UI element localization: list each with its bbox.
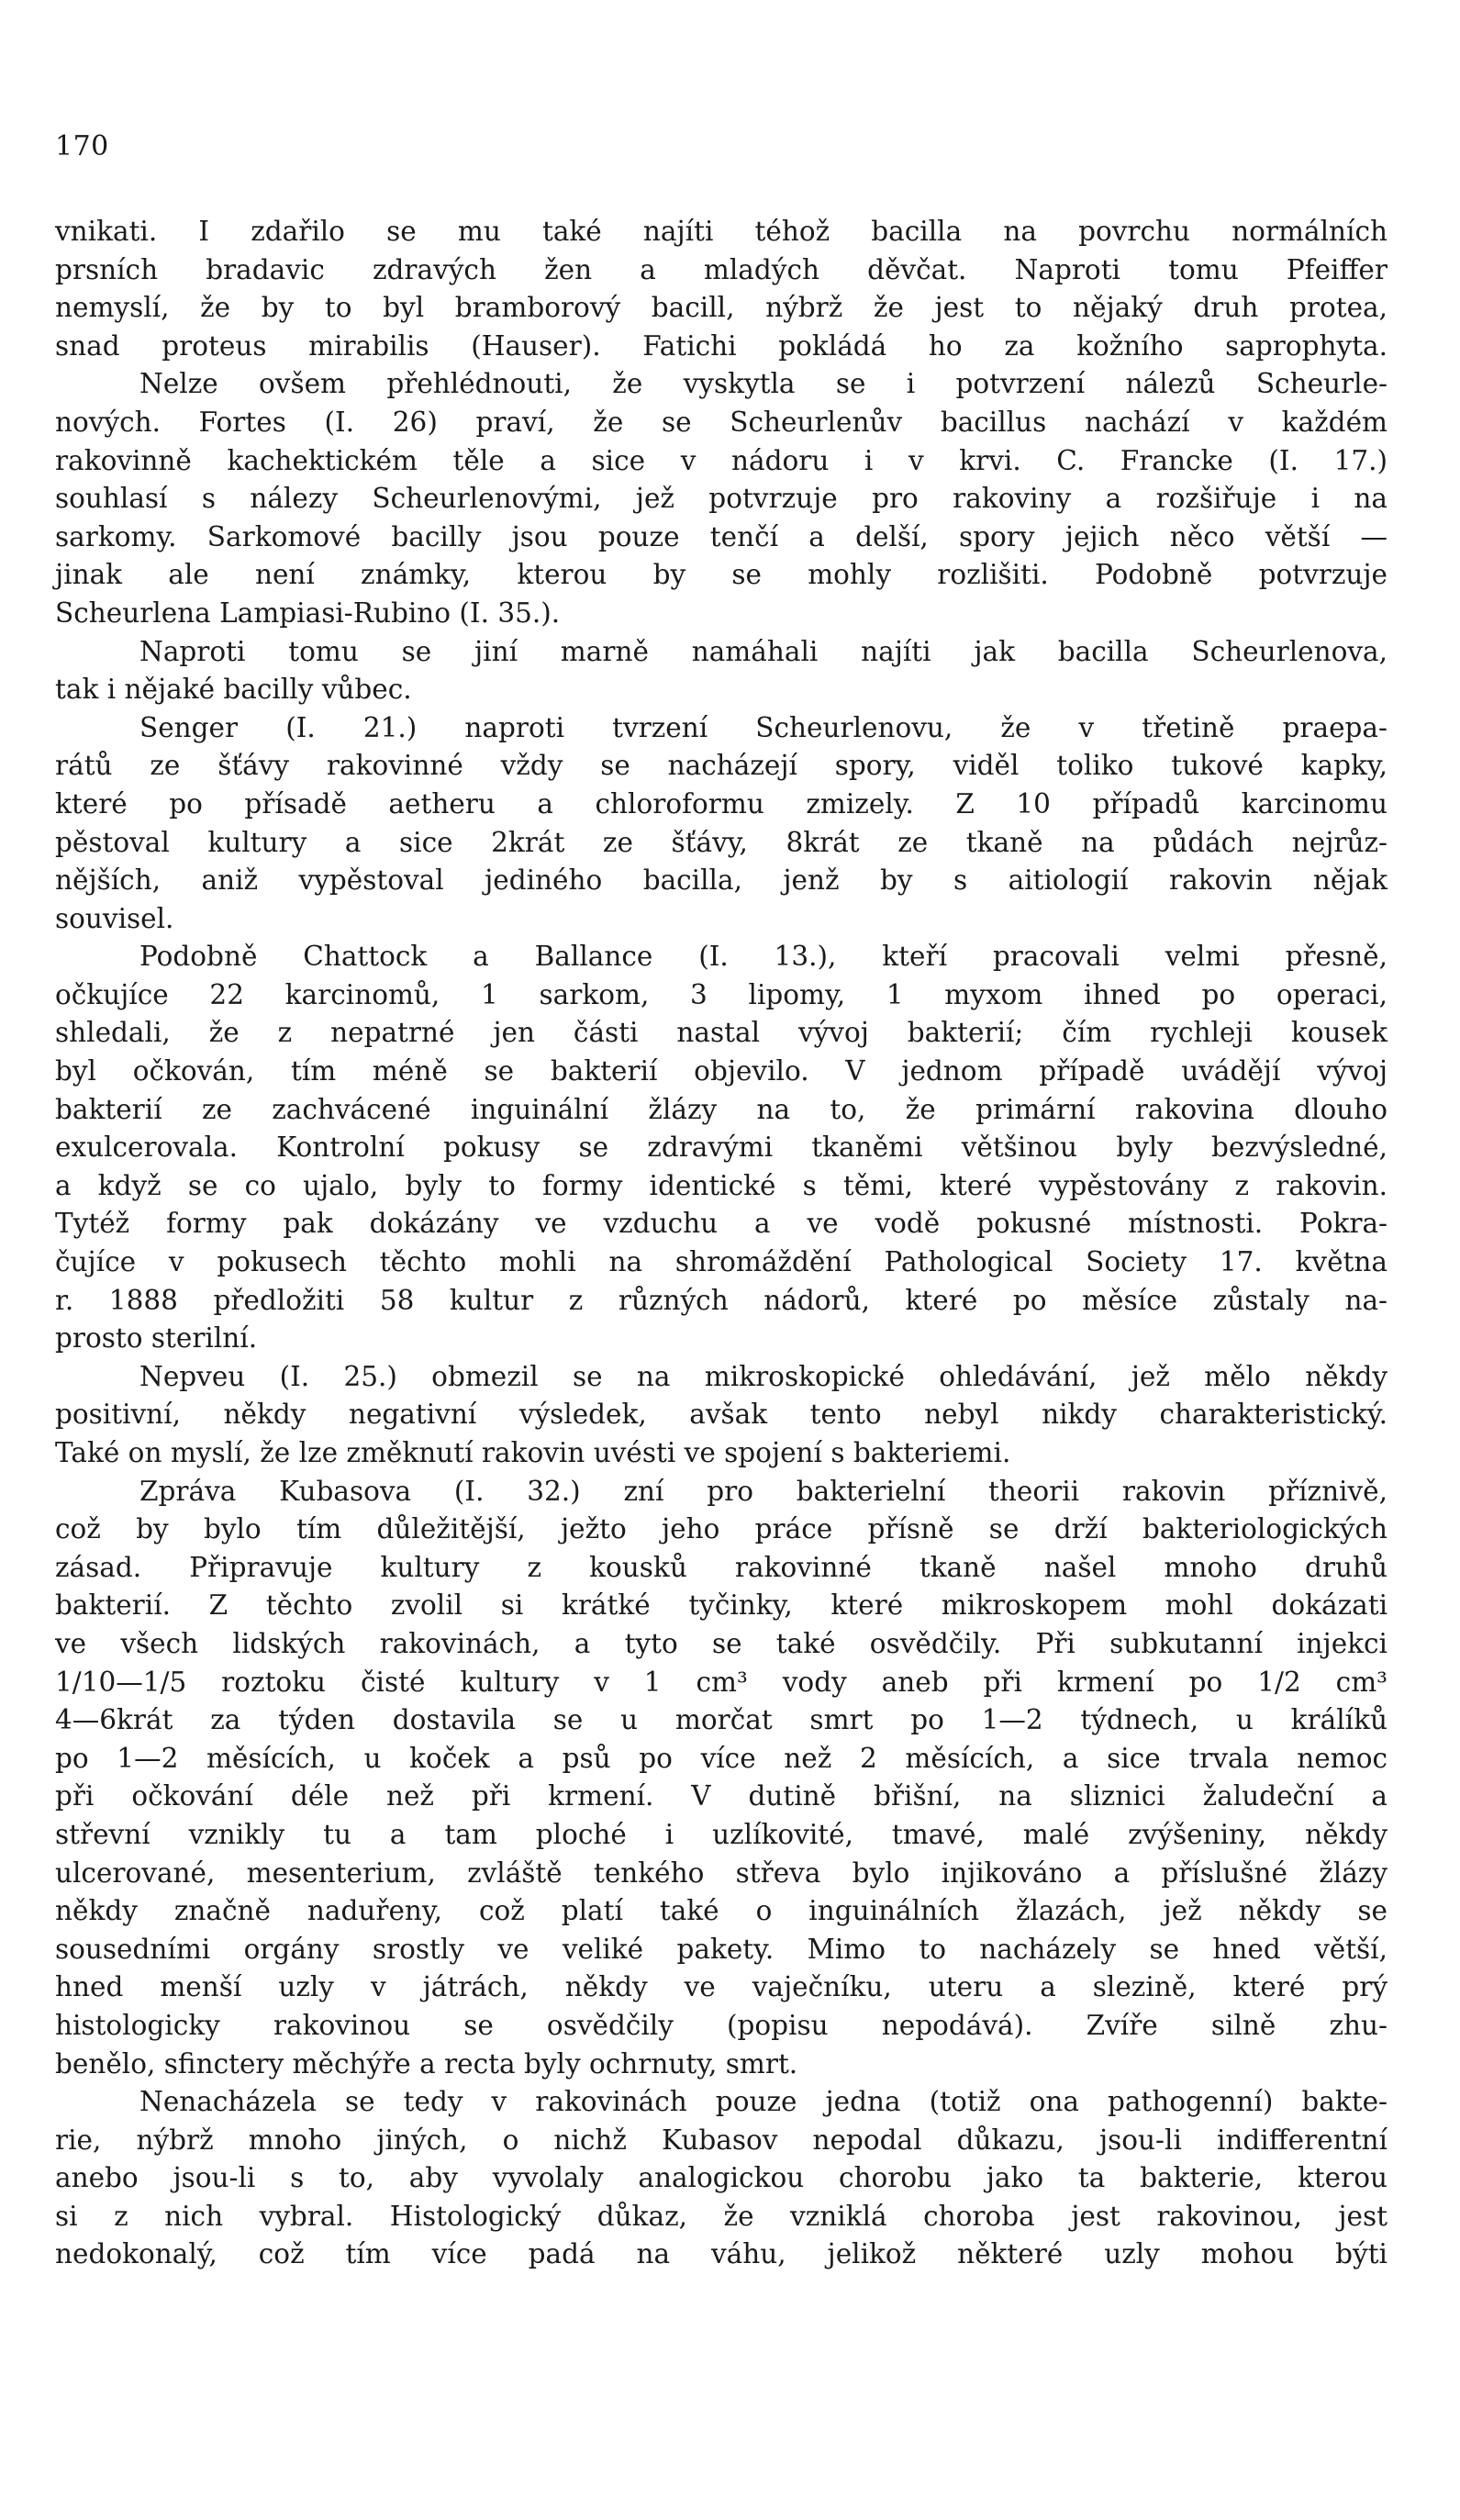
text-line: tak i nějaké bacilly vůbec. bbox=[55, 674, 412, 706]
text-line: zásad. Připravuje kultury z kousků rakovinné tkaně našel mnoho druhů bbox=[55, 1551, 1388, 1583]
text-line: což by bylo tím důležitější, ježto jeho práce přísně se drží bakteriologických bbox=[55, 1513, 1388, 1545]
text-line: souhlasí s nálezy Scheurlenovými, jež potvrzuje pro rakoviny a rozšiřuje i na bbox=[55, 483, 1388, 515]
text-line: nedokonalý, což tím více padá na váhu, jelikož některé uzly mohou býti bbox=[55, 2238, 1388, 2270]
page-number: 170 bbox=[55, 130, 109, 162]
text-line: byl očkován, tím méně se bakterií objevilo. V jednom případě uvádějí vývoj bbox=[55, 1055, 1388, 1087]
text-line: snad proteus mirabilis (Hauser). Fatichi pokládá ho za kožního saprophyta. bbox=[55, 329, 1388, 362]
text-line: vnikati. I zdařilo se mu také najíti téhož bacilla na povrchu normálních bbox=[55, 216, 1388, 247]
text-line: shledali, že z nepatrné jen části nastal vývoj bakterií; čím rychleji kousek bbox=[55, 1017, 1388, 1049]
text-line: Nepveu (I. 25.) obmezil se na mikroskopické ohledávání, jež mělo někdy bbox=[139, 1360, 1388, 1392]
text-line: někdy značně naduřeny, což platí také o inguinálních žlazách, jež někdy se bbox=[55, 1895, 1388, 1927]
text-line: anebo jsou-li s to, aby vyvolaly analogickou chorobu jako ta bakterie, kterou bbox=[55, 2162, 1388, 2194]
text-line: sarkomy. Sarkomové bacilly jsou pouze tenčí a delší, spory jejich něco větší — bbox=[55, 520, 1388, 552]
text-line: hned menší uzly v játrách, někdy ve vaječníku, uteru a slezině, které prý bbox=[55, 1971, 1388, 2003]
text-line: nemyslí, že by to byl bramborový bacill, nýbrž že jest to nějaký druh protea, bbox=[55, 292, 1388, 324]
text-line: Také on myslí, že lze změknutí rakovin uvésti ve spojení s bakteriemi. bbox=[55, 1437, 1011, 1468]
text-line: pěstoval kultury a sice 2krát ze šťávy, 8krát ze tkaně na půdách nejrůz- bbox=[55, 826, 1388, 858]
text-line: rakovinně kachektickém těle a sice v nádoru i v krvi. C. Francke (I. 17.) bbox=[55, 444, 1388, 476]
text-line: čujíce v pokusech těchto mohli na shromáždění Pathological Society 17. května bbox=[55, 1246, 1388, 1278]
text-line: 1/10—1/5 roztoku čisté kultury v 1 cm³ vody aneb při krmení po 1/2 cm³ bbox=[55, 1666, 1388, 1698]
text-line: které po přísadě aetheru a chloroformu zmizely. Z 10 případů karcinomu bbox=[55, 787, 1388, 820]
text-line: positivní, někdy negativní výsledek, avšak tento nebyl nikdy charakteristický. bbox=[55, 1399, 1388, 1431]
text-line: jinak ale není známky, kterou by se mohly rozlišiti. Podobně potvrzuje bbox=[55, 559, 1388, 591]
text-line: očkujíce 22 karcinomů, 1 sarkom, 3 lipomy, 1 myxom ihned po operaci, bbox=[55, 978, 1388, 1010]
text-line: po 1—2 měsících, u koček a psů po více než 2 měsících, a sice trvala nemoc bbox=[55, 1742, 1388, 1774]
text-line: prosto sterilní. bbox=[55, 1322, 258, 1355]
text-line: ve všech lidských rakovinách, a tyto se také osvědčily. Při subkutanní injekci bbox=[55, 1627, 1388, 1659]
text-line: Tytéž formy pak dokázány ve vzduchu a ve vodě pokusné místnosti. Pokra- bbox=[55, 1208, 1388, 1240]
text-line: sousedními orgány srostly ve veliké pakety. Mimo to nacházely se hned větší, bbox=[55, 1933, 1388, 1965]
text-line: nových. Fortes (I. 26) praví, že se Scheurlenův bacillus nachází v každém bbox=[55, 406, 1388, 438]
text-line: histologicky rakovinou se osvědčily (popisu nepodává). Zvíře silně zhu- bbox=[55, 2009, 1388, 2041]
text-line: si z nich vybral. Histologický důkaz, že vzniklá choroba jest rakovinou, jest bbox=[55, 2200, 1388, 2232]
text-line: Nelze ovšem přehlédnouti, že vyskytla se i potvrzení nálezů Scheurle- bbox=[139, 368, 1388, 400]
text-line: Naproti tomu se jiní marně namáhali najíti jak bacilla Scheurlenova, bbox=[139, 635, 1388, 667]
text-line: rátů ze šťávy rakovinné vždy se nacházejí spory, viděl toliko tukové kapky, bbox=[55, 750, 1388, 782]
text-line: bakterií ze zachvácené inguinální žlázy na to, že primární rakovina dlouho bbox=[55, 1093, 1388, 1125]
text-line: Zpráva Kubasova (I. 32.) zní pro bakterielní theorii rakovin příznivě, bbox=[139, 1475, 1388, 1507]
text-line: Podobně Chattock a Ballance (I. 13.), kteří pracovali velmi přesně, bbox=[139, 941, 1388, 973]
text-line: r. 1888 předložiti 58 kultur z různých nádorů, které po měsíce zůstaly na- bbox=[55, 1284, 1388, 1316]
body-text bbox=[55, 213, 1388, 2274]
text-line: Scheurlena Lampiasi-Rubino (I. 35.). bbox=[55, 597, 561, 629]
text-line: střevní vznikly tu a tam ploché i uzlíkovité, tmavé, malé zvýšeniny, někdy bbox=[55, 1818, 1388, 1850]
text-line: ulcerované, mesenterium, zvláště tenkého střeva bylo injikováno a příslušné žlázy bbox=[55, 1857, 1388, 1889]
text-line: při očkování déle než při krmení. V dutině břišní, na sliznici žaludeční a bbox=[55, 1780, 1388, 1812]
text-line: bakterií. Z těchto zvolil si krátké tyčinky, které mikroskopem mohl dokázati bbox=[55, 1589, 1388, 1622]
text-line: 4—6krát za týden dostavila se u morčat smrt po 1—2 týdnech, u králíků bbox=[55, 1704, 1388, 1736]
text-line: prsních bradavic zdravých žen a mladých děvčat. Naproti tomu Pfeiffer bbox=[55, 253, 1388, 285]
text-line: Senger (I. 21.) naproti tvrzení Scheurlenovu, že v třetině praepa- bbox=[139, 711, 1388, 743]
text-line: exulcerovala. Kontrolní pokusy se zdravými tkaněmi většinou byly bezvýsledné, bbox=[55, 1132, 1388, 1164]
text-line: benělo, sfinctery měchýře a recta byly ochrnuty, smrt. bbox=[55, 2047, 798, 2080]
text-line: a když se co ujalo, byly to formy identické s těmi, které vypěstovány z rakovin. bbox=[55, 1169, 1388, 1201]
text-line: souvisel. bbox=[55, 902, 174, 934]
text-line: Nenacházela se tedy v rakovinách pouze jedna (totiž ona pathogenní) bakte- bbox=[139, 2086, 1388, 2118]
text-line: rie, nýbrž mnoho jiných, o nichž Kubasov nepodal důkazu, jsou-li indifferentní bbox=[55, 2124, 1388, 2156]
text-line: nějších, aniž vypěstoval jediného bacilla, jenž by s aitiologií rakovin nějak bbox=[55, 864, 1388, 897]
